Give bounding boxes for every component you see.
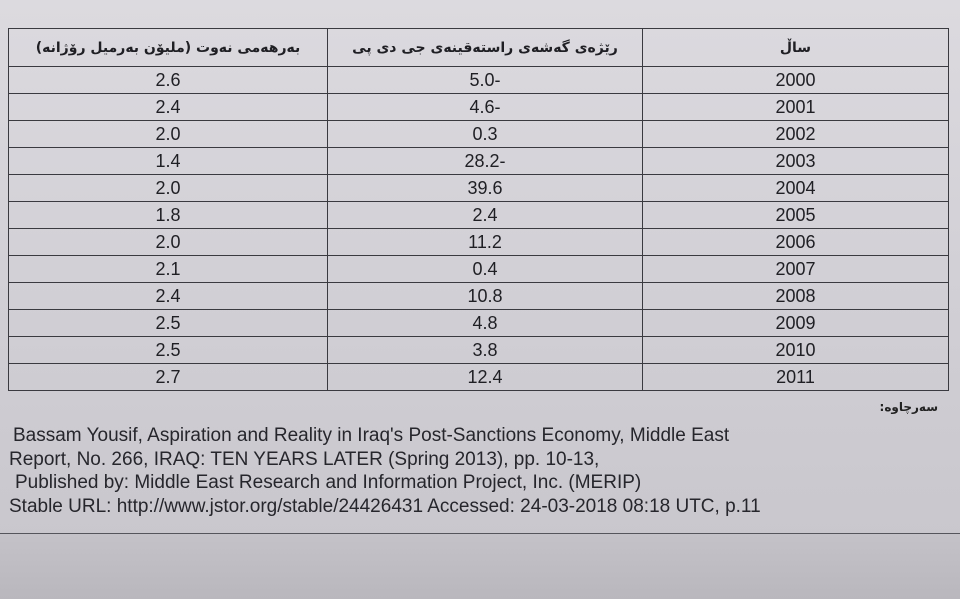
table-row (9, 229, 949, 256)
cell-year: 2002 (643, 121, 949, 148)
cell-year: 2001 (643, 94, 949, 121)
table-row (9, 148, 949, 175)
table-row (9, 364, 949, 391)
table-header-row (9, 29, 949, 67)
header-year: ساڵ (643, 29, 949, 67)
cell-oil: 1.8 (9, 202, 328, 229)
cell-oil: 2.5 (9, 310, 328, 337)
citation-line: Bassam Yousif, Aspiration and Reality in Iraq's Post-Sanctions Economy, Middle East (13, 425, 730, 446)
table-row (9, 67, 949, 94)
cell-gdp: 28.2- (328, 148, 643, 175)
cell-year: 2008 (643, 283, 949, 310)
cell-gdp: 11.2 (328, 229, 643, 256)
citation-line: Published by: Middle East Research and Information Project, Inc. (MERIP) (15, 472, 642, 493)
table-row (9, 256, 949, 283)
cell-gdp: 3.8 (328, 337, 643, 364)
cell-year: 2011 (643, 364, 949, 391)
data-table-container (8, 28, 948, 391)
table-row (9, 94, 949, 121)
cell-oil: 1.4 (9, 148, 328, 175)
table-row (9, 310, 949, 337)
cell-oil: 2.0 (9, 121, 328, 148)
cell-year: 2004 (643, 175, 949, 202)
citation-line: Report, No. 266, IRAQ: TEN YEARS LATER (Spring 2013), pp. 10-13, (9, 448, 600, 470)
cell-gdp: 0.3 (328, 121, 643, 148)
table-row (9, 202, 949, 229)
table-row (9, 121, 949, 148)
citation-block (9, 424, 954, 518)
cell-gdp: 0.4 (328, 256, 643, 283)
cell-year: 2010 (643, 337, 949, 364)
oil-gdp-table (8, 28, 949, 391)
table-row (9, 175, 949, 202)
cell-oil: 2.0 (9, 175, 328, 202)
cell-gdp: 10.8 (328, 283, 643, 310)
bottom-margin (0, 534, 960, 599)
cell-gdp: 5.0- (328, 67, 643, 94)
source-label: سەرچاوە: (879, 400, 938, 414)
cell-oil: 2.0 (9, 229, 328, 256)
cell-gdp: 12.4 (328, 364, 643, 391)
cell-oil: 2.4 (9, 283, 328, 310)
cell-oil: 2.4 (9, 94, 328, 121)
cell-oil: 2.6 (9, 67, 328, 94)
cell-oil: 2.7 (9, 364, 328, 391)
cell-year: 2009 (643, 310, 949, 337)
cell-gdp: 4.8 (328, 310, 643, 337)
cell-year: 2007 (643, 256, 949, 283)
cell-year: 2005 (643, 202, 949, 229)
cell-oil: 2.5 (9, 337, 328, 364)
cell-oil: 2.1 (9, 256, 328, 283)
cell-year: 2000 (643, 67, 949, 94)
cell-gdp: 39.6 (328, 175, 643, 202)
cell-gdp: 2.4 (328, 202, 643, 229)
cell-year: 2006 (643, 229, 949, 256)
cell-gdp: 4.6- (328, 94, 643, 121)
header-oil-production: بەرهەمی نەوت (ملیۆن بەرمیل رۆژانە) (9, 29, 328, 67)
cell-year: 2003 (643, 148, 949, 175)
header-gdp-growth: رێژەی گەشەی راستەقینەی جی دی پی (328, 29, 643, 67)
citation-line: Stable URL: http://www.jstor.org/stable/24426431 Accessed: 24-03-2018 08:18 UTC, p.11 (9, 495, 761, 517)
table-row (9, 283, 949, 310)
table-row (9, 337, 949, 364)
